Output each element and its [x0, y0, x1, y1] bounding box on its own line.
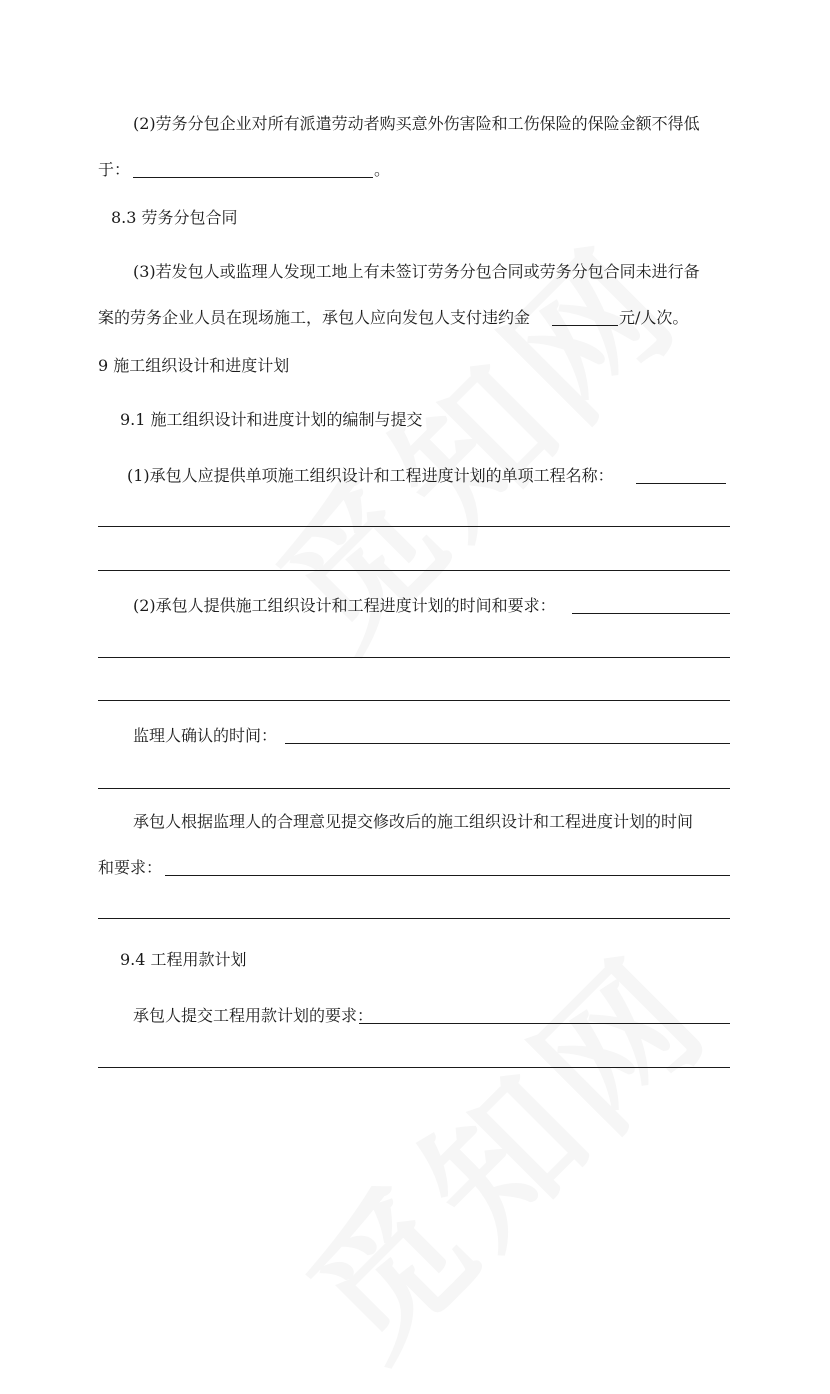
- project-name-label: (1)承包人应提供单项施工组织设计和工程进度计划的单项工程名称：: [127, 466, 614, 485]
- supervisor-confirm-field-line-2[interactable]: [98, 788, 730, 789]
- supervisor-confirm-field[interactable]: [285, 743, 730, 744]
- schedule-requirement-field[interactable]: [572, 613, 730, 614]
- revised-plan-field[interactable]: [165, 875, 730, 876]
- heading-9: 9 施工组织设计和进度计划: [98, 356, 290, 375]
- penalty-amount-field[interactable]: [552, 325, 618, 326]
- watermark-bottom: [254, 902, 746, 1394]
- revised-plan-field-line-2[interactable]: [98, 918, 730, 919]
- insurance-amount-field[interactable]: [133, 177, 373, 178]
- schedule-requirement-field-line-3[interactable]: [98, 700, 730, 701]
- revised-plan-line-1: 承包人根据监理人的合理意见提交修改后的施工组织设计和工程进度计划的时间: [133, 812, 694, 831]
- heading-9-4: 9.4 工程用款计划: [120, 950, 247, 969]
- project-name-field-line-3[interactable]: [98, 570, 730, 571]
- project-name-field-line-2[interactable]: [98, 526, 730, 527]
- schedule-requirement-label: (2)承包人提供施工组织设计和工程进度计划的时间和要求：: [133, 596, 556, 615]
- insurance-paragraph-line-2-suffix: 。: [374, 160, 391, 179]
- supervisor-confirm-label: 监理人确认的时间：: [133, 726, 278, 745]
- insurance-paragraph-line-2-prefix: 于：: [98, 160, 131, 179]
- payment-plan-label: 承包人提交工程用款计划的要求：: [133, 1006, 374, 1025]
- insurance-paragraph-line-1: (2)劳务分包企业对所有派遣劳动者购买意外伤害险和工伤保险的保险金额不得低: [133, 114, 700, 133]
- revised-plan-line-2-prefix: 和要求：: [98, 858, 163, 877]
- heading-8-3: 8.3 劳务分包合同: [111, 208, 238, 227]
- penalty-paragraph-line-2-prefix: 案的劳务企业人员在现场施工，承包人应向发包人支付违约金: [98, 308, 531, 327]
- heading-9-1: 9.1 施工组织设计和进度计划的编制与提交: [120, 410, 423, 429]
- schedule-requirement-field-line-2[interactable]: [98, 657, 730, 658]
- payment-plan-field[interactable]: [359, 1023, 730, 1024]
- payment-plan-field-line-2[interactable]: [98, 1067, 730, 1068]
- penalty-paragraph-line-1: (3)若发包人或监理人发现工地上有未签订劳务分包合同或劳务分包合同未进行备: [133, 262, 700, 281]
- penalty-paragraph-line-2-suffix: 元/人次。: [619, 308, 689, 327]
- project-name-field[interactable]: [636, 483, 726, 484]
